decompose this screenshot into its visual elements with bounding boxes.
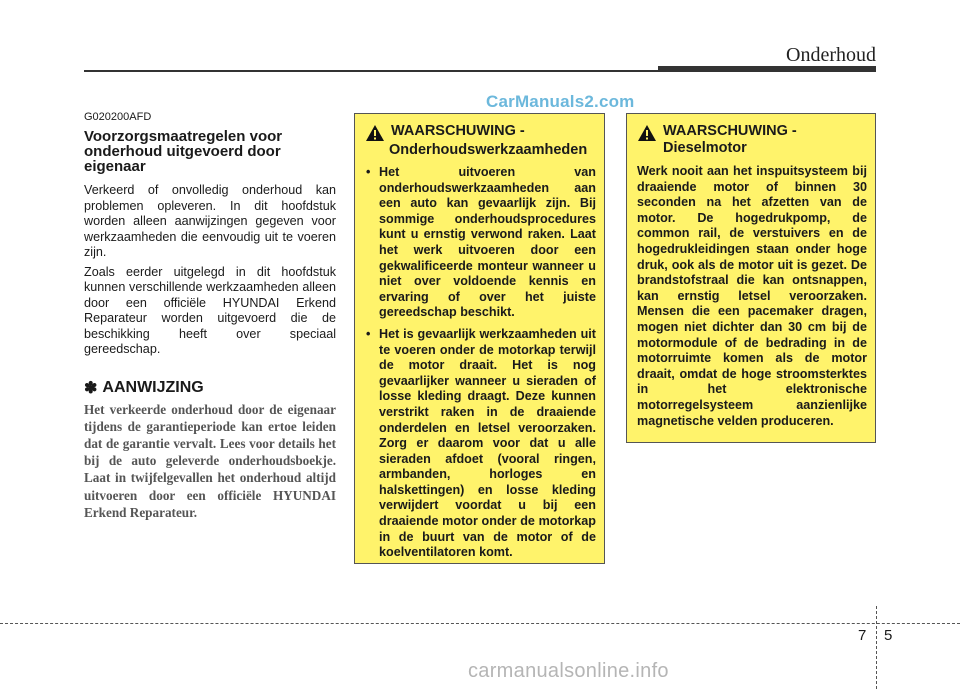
note-heading [84, 378, 336, 398]
footer-rule [0, 623, 960, 624]
header-rule-thin [84, 70, 658, 72]
warning-box-diesel [626, 113, 876, 443]
warning-subtitle-wrap [365, 142, 596, 159]
warning-bullet-2: • Het is gevaarlijk werkzaamheden uit te voeren onder de motorkap terwijl de motor draait. Het is nog gevaarlijker wanneer u sieraden of losse kleding draagt. Deze kunnen verstrikt raken in de draaiende onderdelen en letsel veroorzaken. Zorg er daarom voor dat u alle sieraden afdoet (vooral ringen, armbanden, horloges en halskettingen) en losse kleding verwijdert voordat u bij een draaiende motor onder de motorkap in de buurt van de motor of de koelventilatoren komt. [365, 327, 596, 561]
watermark-bottom-link[interactable]: carmanualsonline.info [468, 660, 669, 682]
body-paragraph-2: Zoals eerder uitgelegd in dit hoofdstuk kunnen verschillende werkzaamheden alleen door een officiële HYUNDAI Erkend Reparateur worden uitgevoerd die de beschikking heeft over speciaal gereedschap. [84, 264, 336, 356]
warning-title-row [637, 123, 867, 157]
warning-bullet-1: • Het uitvoeren van onderhoudswerkzaamheden aan een auto kan gevaarlijk zijn. Bij sommige onderhoudsprocedures kunt u ernstig verwond raken. Laat het werk uitvoeren door een gekwalificeerde monteur wanneer u niet over voldoende kennis en ervaring of over het juiste gereedschap beschikt. [365, 165, 596, 321]
warning-bullet-list [365, 165, 596, 561]
warning-title-main: WAARSCHUWING - [663, 123, 797, 139]
note-text: Het verkeerde onderhoud door de eigenaar tijdens de garantieperiode kan ertoe leiden dat de garantie vervalt. Lees voor details het bij de auto geleverde onderhoudsboekje. Laat in twijfelgevallen het onderhoud altijd uitvoeren door een officiële HYUNDAI Erkend Reparateur. [84, 401, 336, 520]
header-title: Onderhoud [786, 44, 876, 66]
warning-triangle-icon [637, 124, 657, 142]
warning-title-row [365, 123, 596, 142]
document-code: G020200AFD [84, 111, 152, 123]
page-number: 5 [884, 627, 893, 644]
chapter-number: 7 [858, 627, 867, 644]
footer-divider [876, 606, 877, 689]
note-heading-label: AANWIJZING [102, 378, 204, 396]
body-paragraph-1: Verkeerd of onvolledig onderhoud kan problemen opleveren. In dit hoofdstuk worden alleen aanwijzingen gegeven voor werkzaamheden die eenvoudig uit te voeren zijn. [84, 183, 336, 259]
header-rule-thick [658, 66, 876, 72]
watermark-top-link[interactable]: CarManuals2.com [486, 92, 635, 111]
warning-subtitle: Onderhoudswerkzaamheden [389, 142, 588, 158]
warning-triangle-icon [365, 124, 385, 142]
warning-subtitle: Dieselmotor [663, 140, 747, 156]
warning-text: Werk nooit aan het inspuitsysteem bij draaiende motor of binnen 30 seconden na het afzetten van de motor. De hogedrukpomp, de common rail, de verstuivers en de hogedrukleidingen staan onder hoge druk, ook als de motor uit is gezet. De brandstofstraal die kan ontsnappen, kan ernstig letsel veroorzaken. Mensen die een pacemaker dragen, mogen niet dichter dan 30 cm bij de motormodule of de bedrading in de motorruimte komen als de motor draait, omdat de hoge stroomsterktes in het elektronische motorregelsysteem aanzienlijke magnetische velden produceren. [637, 164, 867, 428]
warning-box-maintenance [354, 113, 605, 564]
warning-title [663, 123, 797, 157]
note-asterisk-icon: ✽ [84, 379, 98, 397]
warning-title-main: WAARSCHUWING - [391, 123, 525, 139]
section-heading: Voorzorgsmaatregelen voor onderhoud uitgevoerd door eigenaar [84, 128, 283, 175]
warning-title [391, 123, 525, 140]
left-column [84, 111, 336, 521]
